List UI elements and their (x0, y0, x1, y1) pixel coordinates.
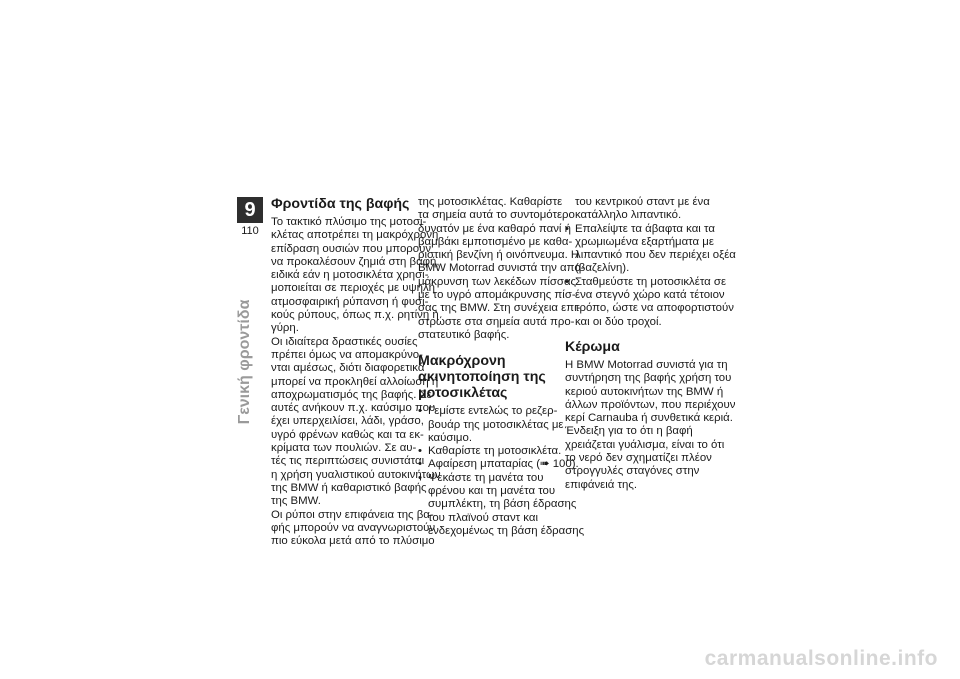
text-line: μπορεί να προκληθεί αλλοίωση ή (271, 375, 439, 388)
text-line: νται αμέσως, διότι διαφορετικά (271, 362, 425, 375)
text-column-3 (565, 196, 736, 492)
text-line: ατμοσφαιρική ρύπανση ή φυσι- (271, 295, 429, 308)
text-line: • Σταθμεύστε τη μοτοσικλέτα σε (575, 275, 727, 288)
text-line: BMW Motorrad συνιστά την απο- (418, 262, 585, 275)
text-column-1 (271, 196, 441, 548)
text-line: τές τις περιπτώσεις συνιστάται (271, 455, 425, 468)
text-line: επίδραση ουσιών που μπορούν (271, 242, 432, 255)
text-line: υγρό φρένων καθώς και τα εκ- (271, 428, 424, 441)
list-item (418, 458, 579, 471)
text-line: βουάρ της μοτοσικλέτας με (428, 418, 564, 431)
text-line: τρόπο, ώστε να αποφορτιστούν (575, 302, 734, 315)
section-heading-paint-care: Φροντίδα της βαφής (271, 196, 410, 212)
heading-line: Μακρόχρονη (418, 353, 506, 370)
list-item (418, 445, 568, 458)
text-line: η χρήση γυαλιστικού αυτοκινήτων (271, 468, 441, 481)
chapter-side-title: Γενική φροντίδα (236, 299, 253, 425)
chapter-number-tab (237, 197, 263, 223)
text-line: λιπαντικό που δεν περιέχει οξέα (575, 249, 736, 262)
text-line: Οι ρύποι στην επιφάνεια της βα- (271, 508, 434, 521)
text-line: και οι δύο τροχοί. (575, 315, 662, 328)
text-line: επιφάνειά της. (565, 478, 637, 491)
text-line: στρογγυλές σταγόνες στην (565, 465, 700, 478)
storage-bullet-list (418, 405, 585, 538)
text-line: μάκρυνση των λεκέδων πίσσας (418, 275, 577, 288)
text-line: πρέπει όμως να απομακρύνο- (271, 348, 423, 361)
text-line: γύρη. (271, 322, 299, 335)
text-line: συντήρηση της βαφής χρήση του (565, 372, 732, 385)
text-line: ένα στεγνό χώρο κατά τέτοιον (575, 289, 725, 302)
text-line: κούς ρύπους, όπως π.χ. ρητίνη ή (271, 309, 439, 322)
text-line (428, 458, 579, 471)
text-line: Η BMW Motorrad συνιστά για τη (565, 358, 728, 371)
text-line: συμπλέκτη, τη βάση έδρασης (428, 498, 577, 511)
text-line: κλέτας αποτρέπει τη μακρόχρονη (271, 229, 439, 242)
text-line: Το τακτικό πλύσιμο της μοτοσι- (271, 216, 427, 228)
paragraph-paint-care (271, 216, 441, 548)
list-item (418, 405, 568, 445)
list-item (418, 471, 585, 538)
text-line: • Γεμίστε εντελώς το ρεζερ- (428, 405, 558, 418)
text-line: δυνατόν με ένα καθαρό πανί ή (418, 222, 571, 235)
text-line: Οι ιδιαίτερα δραστικές ουσίες (271, 335, 418, 348)
storage-bullet-list-continued (565, 222, 736, 329)
text-line: φρένου και τη μανέτα του (428, 485, 556, 498)
text-line: κρίματα των πουλιών. Σε αυ- (271, 442, 417, 455)
paragraph-paint-care-continued (418, 196, 585, 342)
text-line: το νερό δεν σχηματίζει πλέον (565, 452, 712, 465)
text-line: αποχρωματισμός της βαφής. Σε (271, 388, 432, 401)
text-line: άλλων προϊόντων, που περιέχουν (565, 398, 736, 411)
text-line: με το υγρό απομάκρυνσης πίσ- (418, 289, 576, 302)
text-line: της μοτοσικλέτας. Καθαρίστε (418, 196, 563, 208)
text-line: χρωμιωμένα εξαρτήματα με (575, 235, 714, 248)
section-heading-storage (418, 353, 568, 401)
text-line: • Καθαρίστε τη μοτοσικλέτα. (428, 445, 562, 458)
chapter-number: 9 (244, 198, 256, 221)
text-line: πιο εύκολα μετά από το πλύσιμο (271, 535, 435, 548)
text-line: να προκαλέσουν ζημιά στη βαφή, (271, 255, 440, 268)
text-line: κεριού αυτοκινήτων της BMW ή (565, 385, 724, 398)
text-line: ειδικά εάν η μοτοσικλέτα χρησι- (271, 269, 429, 282)
text-line: βαμβάκι εμποτισμένο με καθα- (418, 235, 573, 248)
text-line: του πλαϊνού σταντ και (428, 511, 538, 524)
text-line: κερί Carnauba ή συνθετικά κεριά. (565, 412, 733, 425)
page-number: 110 (241, 225, 259, 237)
heading-line: μοτοσικλέτας (418, 385, 508, 402)
section-heading-waxing: Κέρωμα (565, 338, 620, 355)
text-line: μοποιείται σε περιοχές με υψηλή (271, 282, 436, 295)
text-line: της BMW ή καθαριστικό βαφής (271, 481, 427, 494)
text-line: αυτές ανήκουν π.χ. καύσιμο που (271, 402, 436, 415)
text-line: χρειάζεται γυάλισμα, είναι το ότι (565, 438, 725, 451)
text-line: (βαζελίνη). (575, 262, 630, 275)
page-reference-link[interactable]: 100). (549, 458, 579, 471)
list-item (565, 222, 736, 276)
text-line: σας της BMW. Στη συνέχεια επι- (418, 302, 581, 315)
text-line: • Επαλείψτε τα άβαφτα και τα (575, 222, 715, 235)
text-column-2 (418, 196, 585, 538)
text-line: ριστική βενζίνη ή οινόπνευμα. Η (418, 249, 580, 262)
text-line: στατευτικό βαφής. (418, 328, 510, 341)
text-line: στρώστε στα σημεία αυτά προ- (418, 315, 575, 328)
watermark: carmanualsonline.info (704, 647, 938, 670)
page-reference-arrow-icon: ➠ (540, 458, 550, 471)
text-line: του κεντρικού σταντ με ένα (575, 196, 710, 208)
text-fragment: Αφαίρεση μπαταρίας ( (428, 458, 540, 471)
paragraph-waxing (565, 358, 736, 492)
text-line: έχει υπερχειλίσει, λάδι, γράσο, (271, 415, 424, 428)
bullet-continuation (565, 196, 715, 223)
text-line: τα σημεία αυτά το συντομότερο (418, 209, 575, 222)
list-item (565, 275, 734, 329)
text-line: κατάλληλο λιπαντικό. (575, 209, 682, 222)
text-line: της BMW. (271, 495, 321, 508)
text-line: φής μπορούν να αναγνωριστούν (271, 521, 436, 534)
text-line: καύσιμο. (428, 431, 472, 444)
text-line: ενδεχομένως τη βάση έδρασης (428, 524, 585, 537)
text-line: Ένδειξη για το ότι η βαφή (565, 425, 693, 438)
text-line: • Ψεκάστε τη μανέτα του (428, 471, 544, 484)
heading-line: ακινητοποίηση της (418, 369, 546, 386)
